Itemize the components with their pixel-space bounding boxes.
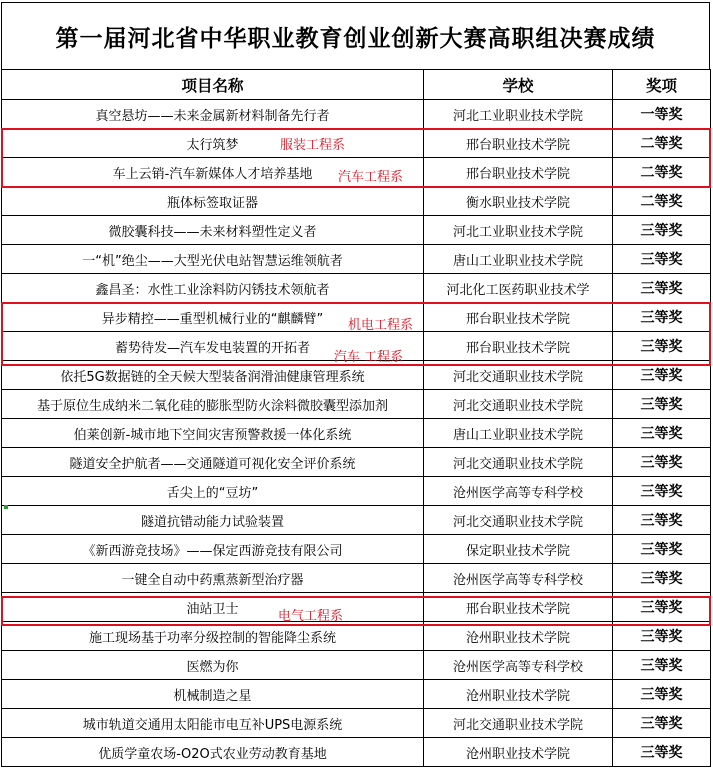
award-cell: 三等奖	[613, 680, 711, 709]
school-cell: 河北化工医药职业技术学	[424, 274, 613, 303]
project-cell: 《新西游竞技场》——保定西游竞技有限公司	[2, 535, 424, 564]
award-cell: 三等奖	[613, 274, 711, 303]
school-cell: 邢台职业技术学院	[424, 303, 613, 332]
award-cell: 二等奖	[613, 158, 711, 187]
award-cell: 三等奖	[613, 216, 711, 245]
school-cell: 邢台职业技术学院	[424, 129, 613, 158]
project-cell: 车上云销-汽车新媒体人才培养基地	[2, 158, 424, 187]
school-cell: 保定职业技术学院	[424, 535, 613, 564]
header-award: 奖项	[613, 70, 711, 100]
project-cell: 施工现场基于功率分级控制的智能降尘系统	[2, 622, 424, 651]
table-row	[2, 506, 711, 535]
award-cell: 三等奖	[613, 709, 711, 738]
project-cell: 一“机”绝尘——大型光伏电站智慧运维领航者	[2, 245, 424, 274]
award-cell: 三等奖	[613, 622, 711, 651]
award-cell: 三等奖	[613, 593, 711, 622]
school-cell: 邢台职业技术学院	[424, 332, 613, 361]
school-cell: 唐山工业职业技术学院	[424, 419, 613, 448]
project-cell: 蓄势待发—汽车发电装置的开拓者	[2, 332, 424, 361]
award-cell: 三等奖	[613, 477, 711, 506]
project-cell: 基于原位生成纳米二氧化硅的膨胀型防火涂料微胶囊型添加剂	[2, 390, 424, 419]
project-cell: 微胶囊科技——未来材料塑性定义者	[2, 216, 424, 245]
annotation-auto-dept: 汽车工程系	[338, 170, 404, 185]
highlight-box-electrical	[1, 596, 711, 626]
award-cell: 三等奖	[613, 535, 711, 564]
school-cell: 沧州医学高等专科学校	[424, 564, 613, 593]
award-cell: 三等奖	[613, 448, 711, 477]
award-cell: 三等奖	[613, 651, 711, 680]
table-row	[2, 100, 711, 129]
table-row	[2, 448, 711, 477]
project-cell: 优质学童农场-O2O式农业劳动教育基地	[2, 738, 424, 767]
school-cell: 河北交通职业技术学院	[424, 448, 613, 477]
school-cell: 邢台职业技术学院	[424, 158, 613, 187]
project-cell: 机械制造之星	[2, 680, 424, 709]
table-row	[2, 245, 711, 274]
project-cell: 隧道安全护航者——交通隧道可视化安全评价系统	[2, 448, 424, 477]
header-school: 学校	[424, 70, 613, 100]
school-cell: 河北交通职业技术学院	[424, 506, 613, 535]
school-cell: 邢台职业技术学院	[424, 593, 613, 622]
annotation-clothing-dept: 服装工程系	[280, 138, 346, 153]
table-row	[2, 390, 711, 419]
project-cell: 城市轨道交通用太阳能市电互补UPS电源系统	[2, 709, 424, 738]
project-cell: 舌尖上的“豆坊”	[2, 477, 424, 506]
award-cell: 二等奖	[613, 129, 711, 158]
project-cell: 瓶体标签取证器	[2, 187, 424, 216]
table-row	[2, 535, 711, 564]
school-cell: 河北交通职业技术学院	[424, 709, 613, 738]
award-cell: 一等奖	[613, 100, 711, 129]
annotation-auto-dept-2: 汽车 工程系	[334, 350, 404, 365]
award-cell: 三等奖	[613, 332, 711, 361]
project-cell: 鑫昌圣：水性工业涂料防闪锈技术领航者	[2, 274, 424, 303]
project-cell: 伯莱创新-城市地下空间灾害预警救援一体化系统	[2, 419, 424, 448]
award-cell: 三等奖	[613, 361, 711, 390]
school-cell: 沧州职业技术学院	[424, 738, 613, 767]
corner-marker	[4, 505, 8, 509]
table-row	[2, 216, 711, 245]
table-row	[2, 274, 711, 303]
school-cell: 河北交通职业技术学院	[424, 361, 613, 390]
school-cell: 唐山工业职业技术学院	[424, 245, 613, 274]
award-cell: 三等奖	[613, 303, 711, 332]
header-row	[2, 70, 711, 100]
project-cell: 太行筑梦	[2, 129, 424, 158]
table-row	[2, 477, 711, 506]
award-cell: 三等奖	[613, 419, 711, 448]
school-cell: 河北交通职业技术学院	[424, 390, 613, 419]
school-cell: 沧州职业技术学院	[424, 680, 613, 709]
award-cell: 三等奖	[613, 390, 711, 419]
project-cell: 油站卫士	[2, 593, 424, 622]
project-cell: 异步精控——重型机械行业的“麒麟臂”	[2, 303, 424, 332]
table-row	[2, 709, 711, 738]
sheet-title: 第一届河北省中华职业教育创业创新大赛高职组决赛成绩	[1, 2, 710, 69]
school-cell: 河北工业职业技术学院	[424, 100, 613, 129]
table-row	[2, 564, 711, 593]
award-cell: 二等奖	[613, 187, 711, 216]
annotation-mechatronics-dept: 机电工程系	[348, 318, 414, 333]
award-cell: 三等奖	[613, 245, 711, 274]
school-cell: 衡水职业技术学院	[424, 187, 613, 216]
table-row	[2, 738, 711, 767]
project-cell: 真空悬坊——未来金属新材料制备先行者	[2, 100, 424, 129]
school-cell: 沧州医学高等专科学校	[424, 651, 613, 680]
table-row	[2, 419, 711, 448]
table-row	[2, 680, 711, 709]
results-sheet	[1, 2, 710, 767]
school-cell: 沧州医学高等专科学校	[424, 477, 613, 506]
project-cell: 一键全自动中药熏蒸新型治疗器	[2, 564, 424, 593]
annotation-electrical-dept: 电气工程系	[278, 609, 344, 624]
table-row	[2, 651, 711, 680]
project-cell: 依托5G数据链的全天候大型装备润滑油健康管理系统	[2, 361, 424, 390]
school-cell: 河北工业职业技术学院	[424, 216, 613, 245]
table-row	[2, 187, 711, 216]
school-cell: 沧州职业技术学院	[424, 622, 613, 651]
award-cell: 三等奖	[613, 506, 711, 535]
header-project: 项目名称	[2, 70, 424, 100]
project-cell: 医燃为你	[2, 651, 424, 680]
project-cell: 隧道抗错动能力试验装置	[2, 506, 424, 535]
award-cell: 三等奖	[613, 738, 711, 767]
award-cell: 三等奖	[613, 564, 711, 593]
